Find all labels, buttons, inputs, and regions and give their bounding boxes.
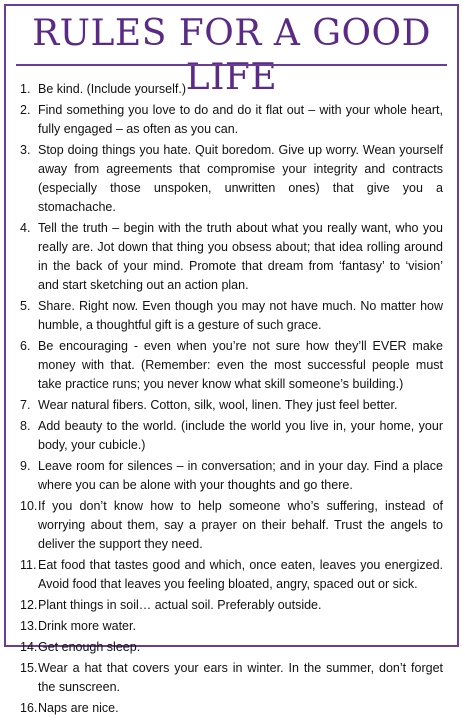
rule-item: [20, 457, 443, 495]
rule-item: [20, 596, 443, 615]
rule-text: Be kind. (Include yourself.): [38, 82, 186, 96]
rule-number: 12.: [20, 598, 38, 612]
rule-text: Wear natural fibers. Cotton, silk, wool, linen. They just feel better.: [38, 398, 398, 412]
rule-item: [20, 699, 443, 718]
rule-number: 14.: [20, 640, 38, 654]
rule-item: [20, 141, 443, 217]
rule-number: 7.: [20, 398, 31, 412]
rule-text: Be encouraging - even when you’re not sure how they’ll EVER make money with that. (Remember: even the most successful people must take practice runs; you never know what skill someone’s building.): [38, 339, 443, 391]
rule-item: [20, 659, 443, 697]
rule-item: [20, 219, 443, 295]
rule-number: 5.: [20, 299, 31, 313]
rule-item: [20, 556, 443, 594]
rule-text: Get enough sleep.: [38, 640, 141, 654]
rule-number: 16.: [20, 701, 38, 715]
rule-number: 15.: [20, 661, 38, 675]
rule-number: 10.: [20, 499, 38, 513]
rule-text: Tell the truth – begin with the truth about what you really want, who you really are. Jot down that thing you obsess about; that idea rolling around in the back of your mind. Promote that dream from ‘fantasy’ to ‘vision’ and start sketching out an action plan.: [38, 221, 443, 292]
rule-number: 13.: [20, 619, 38, 633]
rule-number: 9.: [20, 459, 31, 473]
rule-item: [20, 617, 443, 636]
page-title: RULES FOR A GOOD LIFE: [32, 13, 431, 98]
rule-text: Drink more water.: [38, 619, 136, 633]
rule-text: Leave room for silences – in conversation; and in your day. Find a place where you can be alone with your thoughts and go there.: [38, 459, 443, 492]
rule-text: Add beauty to the world. (include the world you live in, your home, your body, your cubicle.): [38, 419, 443, 452]
rule-number: 11.: [20, 558, 37, 572]
rule-text: If you don’t know how to help someone who’s suffering, instead of worrying about them, say a prayer on their behalf. Trust the angels to deliver the support they need.: [38, 499, 443, 551]
rule-number: 2.: [20, 103, 31, 117]
rule-number: 6.: [20, 339, 31, 353]
document-page: [4, 4, 459, 715]
rule-text: Naps are nice.: [38, 701, 119, 715]
rules-list: [20, 80, 443, 720]
rule-item: [20, 396, 443, 415]
rule-number: 3.: [20, 143, 31, 157]
rule-item: [20, 80, 443, 99]
rule-number: 4.: [20, 221, 31, 235]
rule-item: [20, 638, 443, 657]
rule-number: 8.: [20, 419, 31, 433]
rule-number: 1.: [20, 82, 31, 96]
rule-item: [20, 101, 443, 139]
rule-item: [20, 417, 443, 455]
rule-item: [20, 497, 443, 554]
rule-item: [20, 337, 443, 394]
rule-text: Stop doing things you hate. Quit boredom. Give up worry. Wean yourself away from agreements that compromise your integrity and contracts (especially those unspoken, unwritten ones) that give you a stomachache.: [38, 143, 443, 214]
rule-text: Eat food that tastes good and which, once eaten, leaves you energized. Avoid food that leaves you feeling bloated, angry, spaced out or sick.: [38, 558, 443, 591]
rule-text: Wear a hat that covers your ears in winter. In the summer, don’t forget the sunscreen.: [38, 661, 443, 694]
rule-text: Find something you love to do and do it flat out – with your whole heart, fully engaged – as often as you can.: [38, 103, 443, 136]
rule-text: Plant things in soil… actual soil. Preferably outside.: [38, 598, 322, 612]
rule-text: Share. Right now. Even though you may not have much. No matter how humble, a thoughtful gift is a gesture of such grace.: [38, 299, 443, 332]
title-divider: [16, 64, 447, 66]
rule-item: [20, 297, 443, 335]
